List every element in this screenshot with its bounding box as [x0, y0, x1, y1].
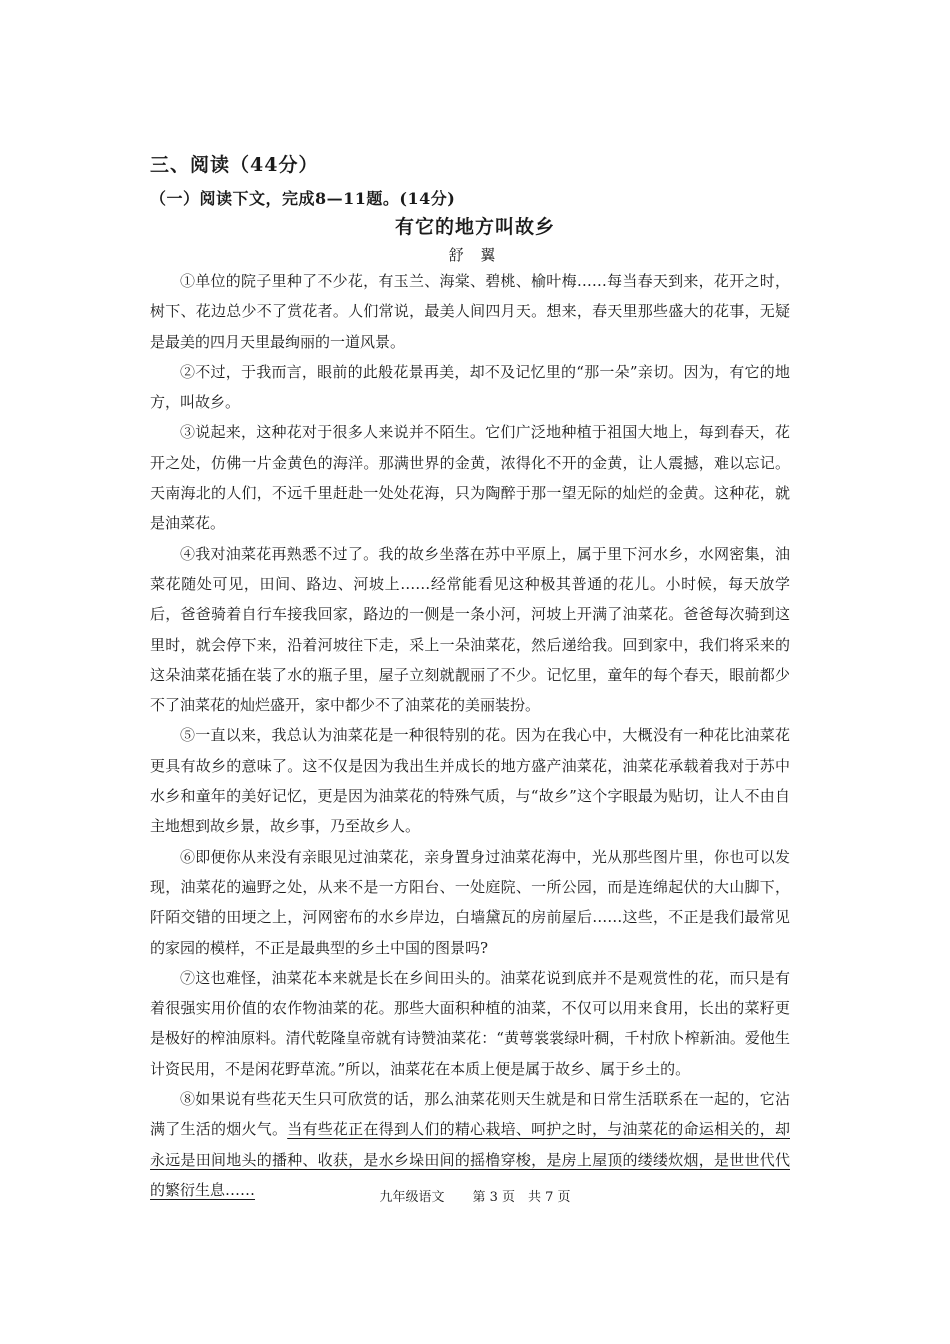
- paragraph-3: ③说起来，这种花对于很多人来说并不陌生。它们广泛地种植于祖国大地上，每到春天，花开之处，仿佛一片金黄色的海洋。那满世界的金黄，浓得化不开的金黄，让人震撼，难以忘记。天南海北的人们，不远千里赶赴一处处花海，只为陶醉于那一望无际的灿烂的金黄。这种花，就是油菜花。: [150, 423, 790, 533]
- paragraph-4: ④我对油菜花再熟悉不过了。我的故乡坐落在苏中平原上，属于里下河水乡，水网密集，油菜花随处可见，田间、路边、河坡上……经常能看见这种极其普通的花儿。小时候，每天放学后，爸爸骑着自行车接我回家，路边的一侧是一条小河，河坡上开满了油菜花。爸爸每次骑到这里时，就会停下来，沿着河坡往下走，采上一朵油菜花，然后递给我。回到家中，我们将采来的这朵油菜花插在装了水的瓶子里，屋子立刻就靓丽了不少。记忆里，童年的每个春天，眼前都少不了油菜花的灿烂盛开，家中都少不了油菜花的美丽装扮。: [150, 544, 790, 715]
- paragraph-1: ①单位的院子里种了不少花，有玉兰、海棠、碧桃、榆叶梅……每当春天到来，花开之时，树下、花边总少不了赏花者。人们常说，最美人间四月天。想来，春天里那些盛大的花事，无疑是最美的四月天里最绚丽的一道风景。: [150, 272, 790, 351]
- article-author: 舒 翼: [448, 246, 502, 264]
- paragraph-7: ⑦这也难怪，油菜花本来就是长在乡间田头的。油菜花说到底并不是观赏性的花，而只是有着很强实用价值的农作物油菜的花。那些大面积种植的油菜，不仅可以用来食用，长出的菜籽更是极好的榨油原料。清代乾隆皇帝就有诗赞油菜花：“黄萼裳裳绿叶稠，千村欣卜榨新油。爱他生计资民用，不是闲花野草流。”所以，油菜花在本质上便是属于故乡、属于乡土的。: [150, 968, 790, 1078]
- section-title: 三、阅读（44分）: [150, 154, 319, 176]
- paragraph-8-text: ⑧如果说有些花天生只可欣赏的话，那么油菜花则天生就是和日常生活联系在一起的，它沾满了生活的烟火气。: [150, 1090, 790, 1139]
- paragraph-6: ⑥即便你从来没有亲眼见过油菜花，亲身置身过油菜花海中，光从那些图片里，你也可以发现，油菜花的遍野之处，从来不是一方阳台、一处庭院、一所公园，而是连绵起伏的大山脚下，阡陌交错的田埂之上，河网密布的水乡岸边，白墙黛瓦的房前屋后……这些，不正是我们最常见的家园的模样，不正是最典型的乡土中国的图景吗?: [150, 847, 790, 957]
- paragraph-5: ⑤一直以来，我总认为油菜花是一种很特别的花。因为在我心中，大概没有一种花比油菜花更具有故乡的意味了。这不仅是因为我出生并成长的地方盛产油菜花，油菜花承载着我对于苏中水乡和童年的美好记忆，更是因为油菜花的特殊气质，与“故乡”这个字眼最为贴切，让人不由自主地想到故乡景，故乡事，乃至故乡人。: [150, 726, 790, 836]
- footer-page-number: 第 3 页 共 7 页: [472, 1190, 571, 1205]
- underlined-sentence: 当有些花正在得到人们的精心栽培、呵护之时，与油菜花的命运相关的，却永远是田间地头的播种、收获，是水乡垛田间的摇橹穿梭，是房上屋顶的缕缕炊烟，是世世代代的繁衍生息……: [150, 1120, 790, 1199]
- article-body: [150, 266, 790, 1205]
- page-footer: [0, 1186, 950, 1205]
- article-title: 有它的地方叫故乡: [394, 216, 555, 238]
- paragraph-2: ②不过，于我而言，眼前的此般花景再美，却不及记忆里的“那一朵”亲切。因为，有它的地方，叫故乡。: [150, 362, 790, 412]
- question-instruction: （一）阅读下文，完成8—11题。(14分): [150, 189, 456, 208]
- footer-subject: 九年级语文: [379, 1190, 445, 1205]
